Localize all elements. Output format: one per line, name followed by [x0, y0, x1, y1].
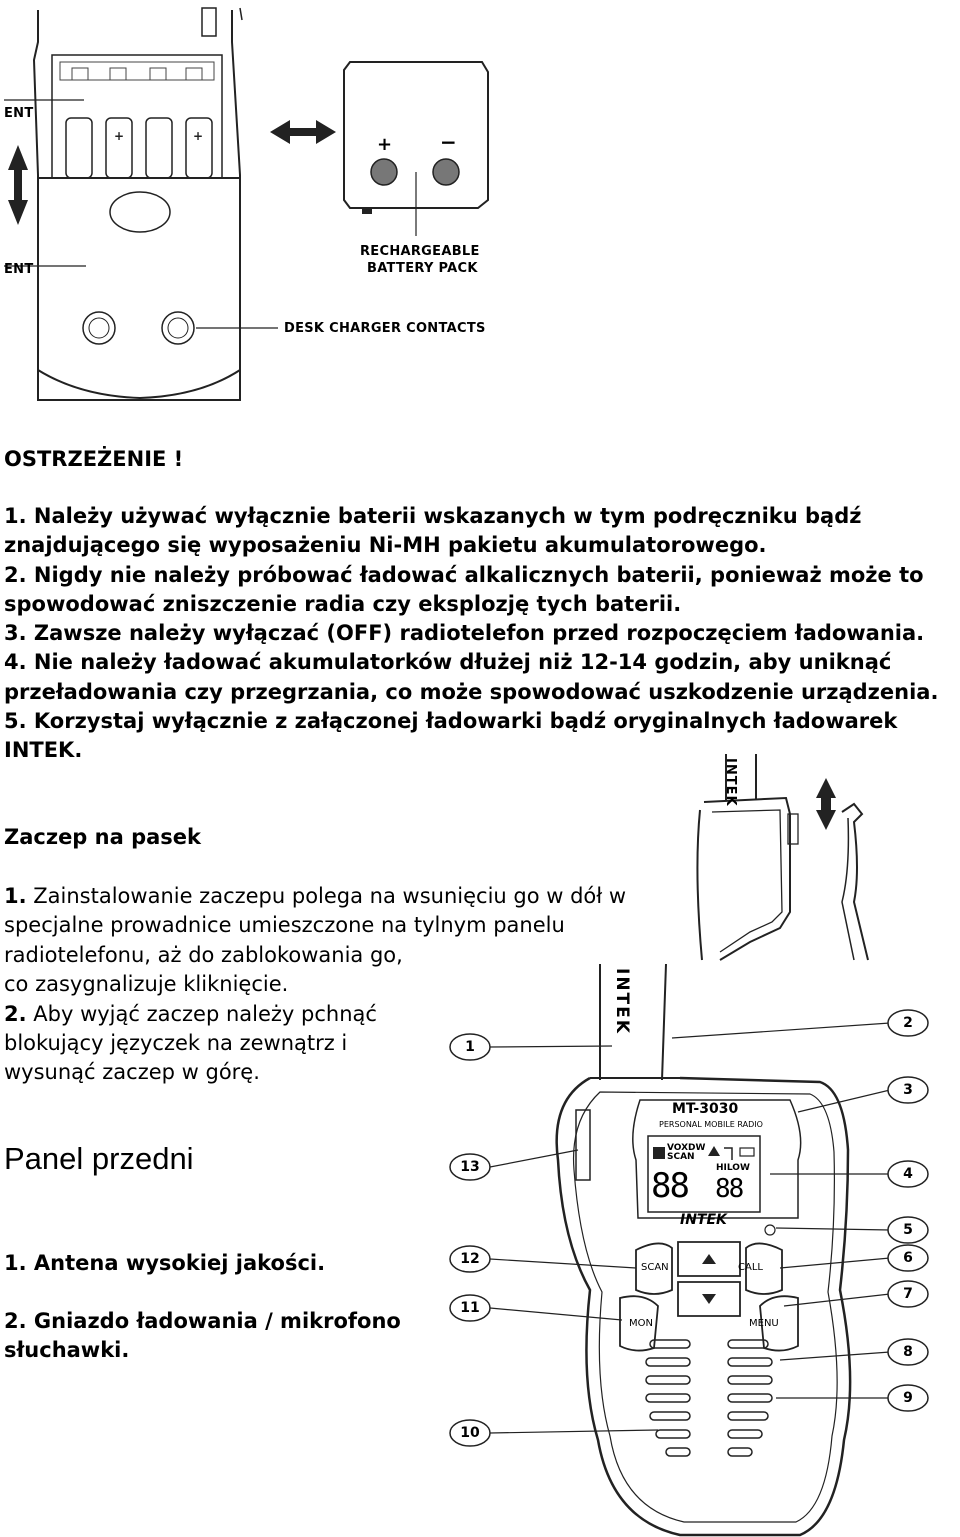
front-panel-item: 1. Antena wysokiej jakości.	[4, 1251, 326, 1275]
clip-text: specjalne prowadnice umieszczone na tylnym panelu	[4, 913, 565, 938]
warning-line: 2. Nigdy nie należy próbować ładować alkalicznych baterii, ponieważ może to	[4, 562, 924, 587]
warning-title: OSTRZEŻENIE !	[4, 447, 184, 471]
warning-line: 4. Nie należy ładować akumulatorków dłużej niż 12-14 godzin, aby uniknąć	[4, 650, 892, 675]
callout-number: 4	[903, 1166, 913, 1182]
radio-front-diagram	[440, 960, 960, 1537]
radio-antenna-brand: INTEK	[612, 968, 632, 1035]
plus-terminal-label: +	[377, 134, 393, 155]
warning-line: 3. Zawsze należy wyłączać (OFF) radiotelefon przed rozpoczęciem ładowania.	[4, 621, 925, 646]
radio-subtitle: PERSONAL MOBILE RADIO	[659, 1120, 763, 1129]
warning-line: znajdującego się wyposażeniu Ni-MH pakietu akumulatorowego.	[4, 533, 767, 558]
belt-clip-figure	[690, 752, 890, 962]
warning-line: INTEK.	[4, 738, 83, 763]
lcd-code-digits: 88	[715, 1174, 743, 1204]
callout-number: 11	[460, 1300, 480, 1316]
menu-button[interactable]: MENU	[749, 1318, 779, 1329]
radio-model: MT-3030	[672, 1101, 739, 1117]
battery-compartment-figure	[0, 0, 500, 410]
pack-label-line2: BATTERY PACK	[367, 261, 478, 276]
warning-line: spowodować zniszczenie radia czy eksplozję tych baterii.	[4, 591, 682, 616]
lcd-hilow: HILOW	[716, 1163, 750, 1173]
callout-number: 9	[903, 1390, 913, 1406]
clip-text: Aby wyjąć zaczep należy pchnąć	[26, 1001, 377, 1026]
step-number: 1.	[4, 884, 27, 908]
warning-line: przeładowania czy przegrzania, co może spowodować uszkodzenie urządzenia.	[4, 679, 939, 704]
callout-number: 3	[903, 1082, 913, 1098]
clip-text: co zasygnalizuje kliknięcie.	[4, 972, 289, 997]
clip-step-1	[4, 882, 626, 911]
callout-number: 5	[903, 1222, 913, 1238]
lcd-channel-digits: 88	[651, 1166, 688, 1206]
lcd-vox: VOX	[667, 1143, 689, 1153]
desk-charger-contacts-label: DESK CHARGER CONTACTS	[284, 321, 486, 336]
pack-label-line1: RECHARGEABLE	[360, 244, 480, 259]
callout-number: 2	[903, 1015, 913, 1031]
lcd-scan: SCAN	[667, 1152, 695, 1162]
svg-text:+: +	[193, 129, 204, 143]
svg-text:+: +	[114, 129, 125, 143]
callout-number: 1	[465, 1039, 475, 1055]
ent-label-top: ENT	[4, 106, 34, 121]
belt-clip-title: Zaczep na pasek	[4, 825, 201, 849]
clip-text: blokujący języczek na zewnątrz i	[4, 1031, 348, 1056]
callout-number: 10	[460, 1425, 480, 1441]
lcd-dw: DW	[688, 1143, 706, 1153]
callout-number: 6	[903, 1250, 913, 1266]
front-panel-item: słuchawki.	[4, 1338, 130, 1362]
callout-number: 8	[903, 1344, 913, 1360]
front-panel-item: 2. Gniazdo ładowania / mikrofono	[4, 1309, 401, 1333]
clip-text: wysunąć zaczep w górę.	[4, 1060, 260, 1085]
ent-label-bottom: ENT	[4, 262, 34, 277]
mon-button[interactable]: MON	[629, 1318, 653, 1329]
clip-text: radiotelefonu, aż do zablokowania go,	[4, 942, 403, 967]
warning-list	[4, 502, 938, 766]
callout-number: 12	[460, 1251, 480, 1267]
scan-button[interactable]: SCAN	[641, 1262, 669, 1273]
callout-number: 7	[903, 1286, 913, 1302]
minus-terminal-label: −	[440, 130, 457, 154]
warning-line: 5. Korzystaj wyłącznie z załączonej ładowarki bądź oryginalnych ładowarek	[4, 709, 898, 734]
callout-number: 13	[460, 1159, 480, 1175]
step-number: 2.	[4, 1001, 27, 1026]
front-panel-title: Panel przedni	[4, 1141, 194, 1176]
clip-antenna-brand: INTEK	[723, 758, 738, 807]
warning-line: 1. Należy używać wyłącznie baterii wskazanych w tym podręczniku bądź	[4, 504, 862, 528]
radio-brand: INTEK	[680, 1212, 727, 1228]
call-button[interactable]: CALL	[738, 1262, 763, 1273]
clip-text: Zainstalowanie zaczepu polega na wsunięciu go w dół w	[26, 884, 627, 908]
